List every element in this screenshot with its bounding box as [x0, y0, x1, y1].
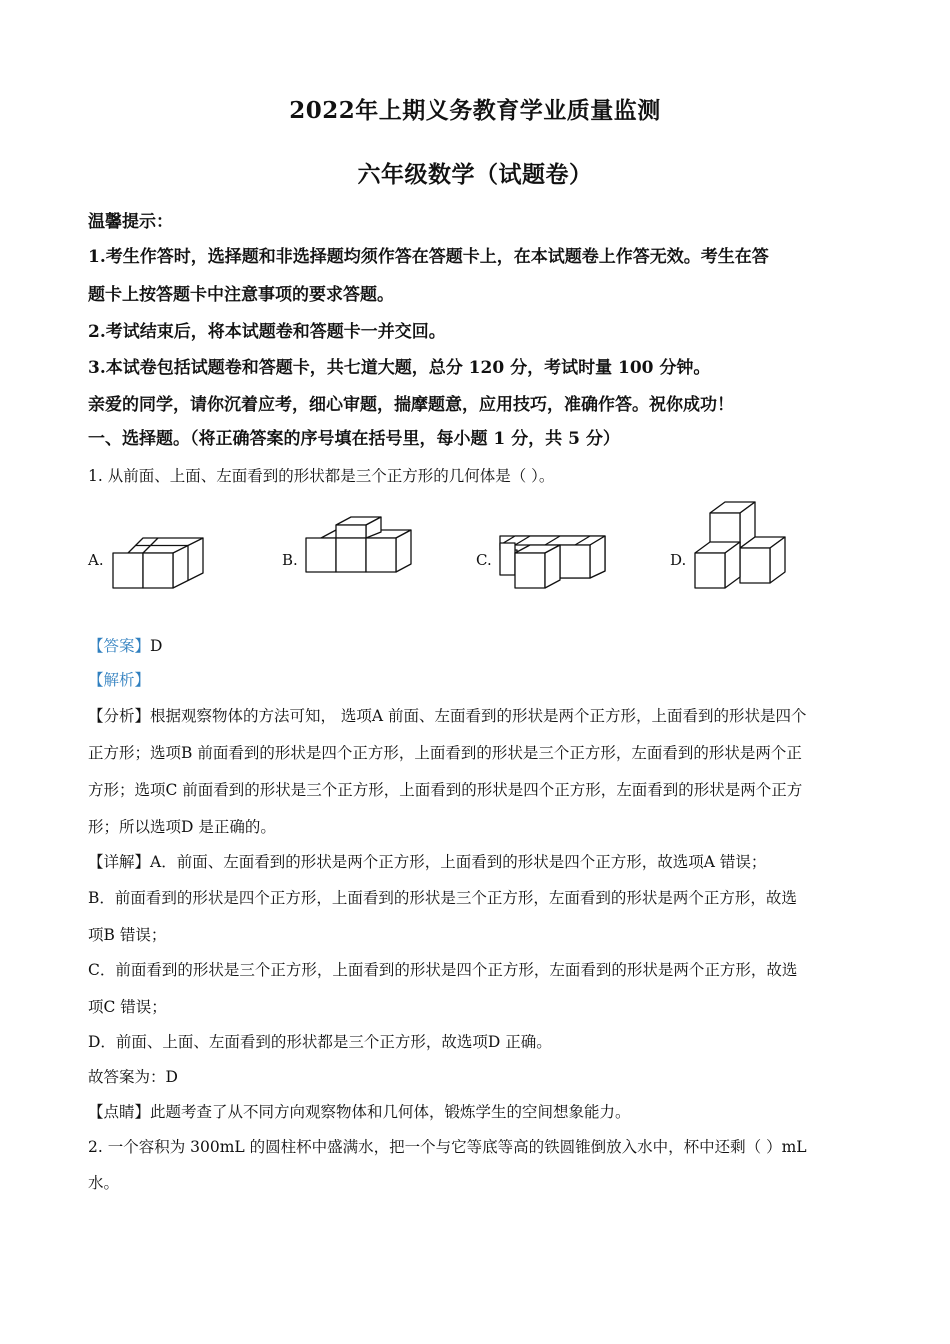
option-a-figure	[110, 535, 210, 595]
question-2-stem: 2. 一个容积为 300mL 的圆柱杯中盛满水，把一个与它等底等高的铁圆锥倒放入水中，杯中还剩（ ）mL	[88, 1138, 807, 1156]
detail-line: 项B 错误；	[88, 926, 167, 944]
detail-line: 项C 错误；	[88, 998, 167, 1016]
notice-item: 1.考生作答时，选择题和非选择题均须作答在答题卡上，在本试题卷上作答无效。考生在答	[88, 247, 769, 267]
notice-heading: 温馨提示：	[88, 212, 173, 232]
detail-line: C．前面看到的形状是三个正方形，上面看到的形状是四个正方形，左面看到的形状是两个正方形，故选	[88, 961, 798, 979]
analysis-line: 【分析】根据观察物体的方法可知， 选项A 前面、左面看到的形状是两个正方形，上面看到的形状是四个	[88, 707, 807, 725]
page-title: 2022年上期义务教育学业质量监测	[289, 97, 661, 124]
notice-item: 3.本试卷包括试题卷和答题卡，共七道大题，总分 120 分，考试时量 100 分钟。	[88, 358, 711, 378]
question-1-stem: 1. 从前面、上面、左面看到的形状都是三个正方形的几何体是（ ）。	[88, 467, 555, 485]
analysis-line: 正方形；选项B 前面看到的形状是四个正方形，上面看到的形状是三个正方形，左面看到的形状是两个正	[88, 744, 802, 762]
detail-line: D．前面、上面、左面看到的形状都是三个正方形，故选项D 正确。	[88, 1033, 552, 1051]
option-b-label: B.	[282, 551, 298, 569]
notice-item: 题卡上按答题卡中注意事项的要求答题。	[88, 285, 394, 305]
analysis-line: 方形；选项C 前面看到的形状是三个正方形，上面看到的形状是四个正方形，左面看到的形状是两个正方	[88, 781, 803, 799]
option-c-label: C.	[476, 551, 492, 569]
option-d-figure	[692, 497, 797, 592]
detail-line: 【详解】A．前面、左面看到的形状是两个正方形，上面看到的形状是四个正方形，故选项A 错误；	[88, 853, 767, 871]
question-2-stem-cont: 水。	[88, 1174, 120, 1192]
remark-line: 【点睛】此题考查了从不同方向观察物体和几何体，锻炼学生的空间想象能力。	[88, 1103, 631, 1121]
notice-item: 2.考试结束后，将本试题卷和答题卡一并交回。	[88, 322, 446, 342]
detail-line: B．前面看到的形状是四个正方形，上面看到的形状是三个正方形，左面看到的形状是两个正方形，故选	[88, 889, 797, 907]
option-c-figure	[497, 533, 617, 593]
answer-label: 【答案】D	[88, 637, 163, 655]
analysis-line: 形；所以选项D 是正确的。	[88, 818, 276, 836]
analysis-label: 【解析】	[88, 671, 151, 689]
notice-encouragement: 亲爱的同学，请你沉着应考，细心审题，揣摩题意，应用技巧，准确作答。祝你成功！	[88, 395, 734, 415]
option-b-figure	[303, 516, 418, 596]
section-heading: 一、选择题。（将正确答案的序号填在括号里，每小题 1 分，共 5 分）	[88, 429, 620, 449]
page-subtitle: 六年级数学（试题卷）	[357, 161, 593, 188]
final-answer-line: 故答案为：D	[88, 1068, 178, 1086]
option-d-label: D.	[670, 551, 687, 569]
option-a-label: A.	[88, 551, 104, 569]
